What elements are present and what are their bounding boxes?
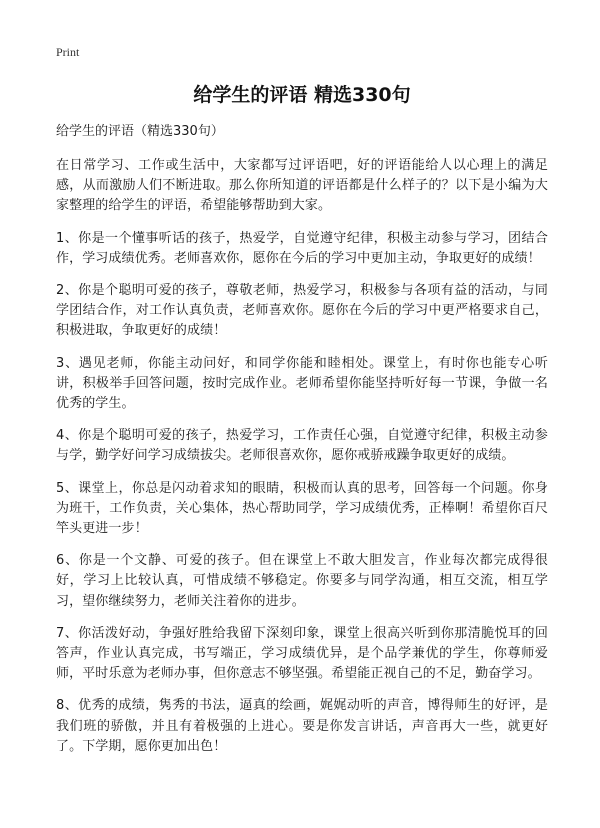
comment-item-3: 3、遇见老师，你能主动问好，和同学你能和睦相处。课堂上，有时你也能专心听讲，积极举手回答问题，按时完成作业。老师希望你能坚持听好每一节课，争做一名优秀的学生。 — [56, 355, 548, 412]
comment-item-7: 7、你活泼好动，争强好胜给我留下深刻印象，课堂上很高兴听到你那清脆悦耳的回答声，作业认真完成，书写端正，学习成绩优异，是个品学兼优的学生，你尊师爱师，平时乐意为老师办事，但你意志不够坚强。希望能正视自己的不足，勤奋学习。 — [56, 625, 548, 682]
intro-paragraph: 在日常学习、工作或生活中，大家都写过评语吧，好的评语能给人以心理上的满足感，从而激励人们不断进取。那么你所知道的评语都是什么样子的？以下是小编为大家整理的给学生的评语，希望能够帮助到大家。 — [56, 158, 548, 214]
comment-item-4: 4、你是个聪明可爱的孩子，热爱学习，工作责任心强，自觉遵守纪律，积极主动参与学，勤学好问学习成绩拔尖。老师很喜欢你，愿你戒骄戒躁争取更好的成绩。 — [56, 428, 548, 464]
comment-item-2: 2、你是个聪明可爱的孩子，尊敬老师，热爱学习，积极参与各项有益的活动，与同学团结合作，对工作认真负责，老师喜欢你。愿你在今后的学习中更严格要求自己，积极进取，争取更好的成绩！ — [56, 283, 548, 339]
comment-item-8: 8、优秀的成绩，隽秀的书法，逼真的绘画，娓娓动听的声音，博得师生的好评，是我们班的骄傲，并且有着极强的上进心。要是你发言讲话，声音再大一些，就更好了。下学期，愿你更加出色！ — [56, 698, 548, 754]
document-title: 给学生的评语 精选330句 — [193, 84, 411, 106]
document-subtitle: 给学生的评语（精选330句） — [56, 124, 224, 139]
print-link[interactable]: Print — [56, 45, 80, 59]
comment-item-1: 1、你是一个懂事听话的孩子，热爱学，自觉遵守纪律，积极主动参与学习，团结合作，学习成绩优秀。老师喜欢你，愿你在今后的学习中更加主动，争取更好的成绩！ — [56, 230, 548, 266]
comment-item-6: 6、你是一个文静、可爱的孩子。但在课堂上不敢大胆发言，作业每次都完成得很好，学习上比较认真，可惜成绩不够稳定。你要多与同学沟通，相互交流，相互学习，望你继续努力，老师关注着你的进步。 — [56, 553, 548, 609]
comment-item-5: 5、课堂上，你总是闪动着求知的眼睛，积极而认真的思考，回答每一个问题。你身为班干，工作负责，关心集体，热心帮助同学，学习成绩优秀，正棒啊！希望你百尺竿头更进一步！ — [56, 480, 548, 537]
